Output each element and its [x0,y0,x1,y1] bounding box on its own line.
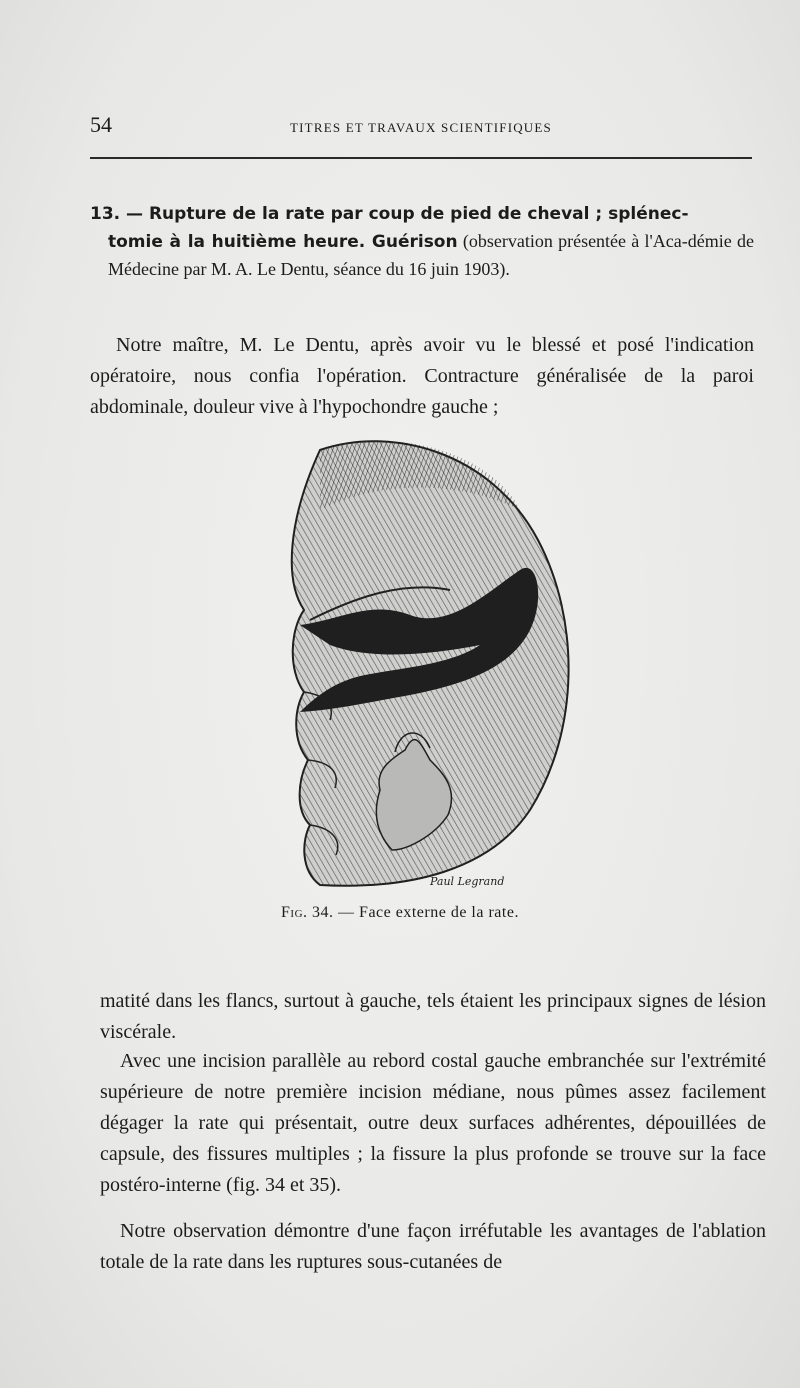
paragraph-3: Avec une incision parallèle au rebord costal gauche embranchée sur l'extrémité supérieure de notre première incision médiane, nous pûmes assez facilement dégager la rate qui présentait, outre deux surfaces adhérentes, dépouillées de capsule, des fissures multiples ; la fissure la plus profonde se trouve sur la face postéro-interne (fig. 34 et 35). [100,1050,766,1196]
section-heading [90,200,754,283]
running-title: TITRES ET TRAVAUX SCIENTIFIQUES [290,120,552,135]
page-number: 54 [90,112,112,137]
section-title-line1: 13. — Rupture de la rate par coup de pied de cheval ; splénec- [90,204,689,224]
spleen-illustration [280,430,580,892]
figure-caption-text: — Face externe de la rate. [333,904,519,921]
paragraph-1: Notre maître, M. Le Dentu, après avoir vu le blessé et posé l'indication opératoire, nous confia l'opération. Contracture généralisée de la paroi abdominale, douleur vive à l'hypochondre gauche ; [90,334,754,418]
section-note: (observation présentée à l'Aca-démie de Médecine par M. A. Le Dentu, séance du 16 juin 1903). [108,231,754,279]
paragraph-4: Notre observation démontre d'une façon irréfutable les avantages de l'ablation totale de la rate dans les ruptures sous-cutanées de [100,1220,766,1273]
figure-caption [0,904,800,922]
paragraph-2: matité dans les flancs, surtout à gauche, tels étaient les principaux signes de lésion viscérale. [100,990,766,1043]
page-header [90,112,752,142]
figure-label: Fig. 34. [281,904,334,921]
section-title-line2: tomie à la huitième heure. Guérison [108,232,458,252]
figure-signature: Paul Legrand [430,875,505,888]
spleen-figure [280,430,580,892]
header-rule [90,157,752,159]
